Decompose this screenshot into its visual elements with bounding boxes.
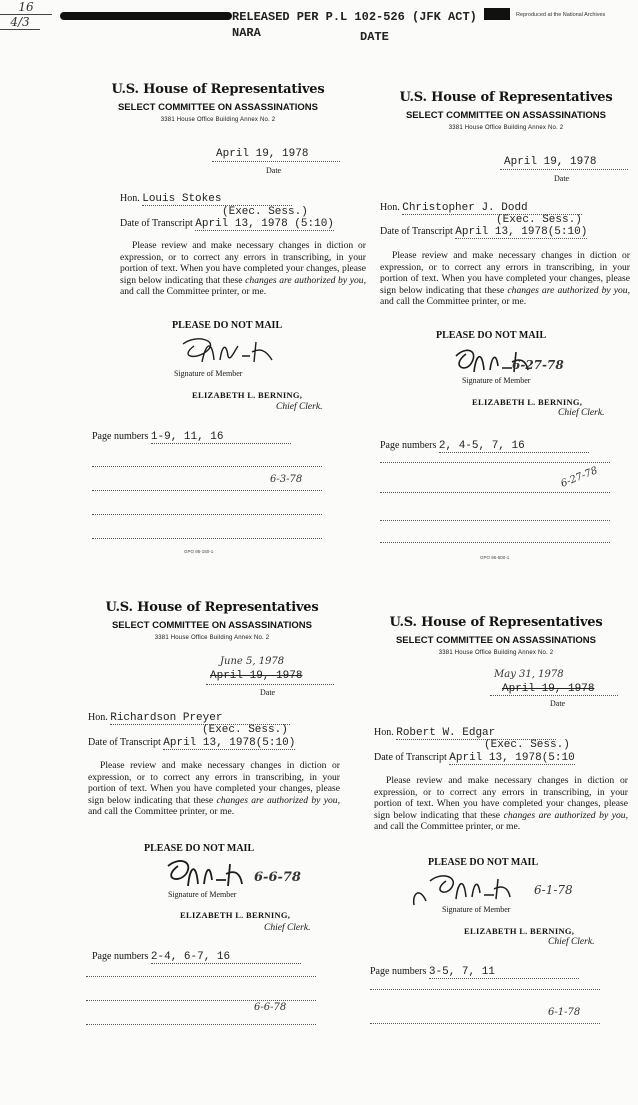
page-numbers-label: Page numbers: [370, 966, 427, 977]
transcript-date: April 13, 1978 (5:10): [195, 218, 334, 230]
page-numbers-label: Page numbers: [92, 951, 149, 962]
member-signature: [130, 854, 270, 894]
instructions: Please review and make necessary changes in diction or expression, or to correct any errors in transcribing, in your portion of text. When you have completed your changes, please sign below indicating that these changes are authorized by you, and call the Committee printer, or me.: [88, 760, 340, 818]
exec-session: (Exec. Sess.): [496, 214, 582, 226]
page-numbers: 3-5, 7, 11: [429, 966, 579, 979]
gpo-code: GPO 95-500-1: [480, 555, 510, 560]
transcript-row: [374, 752, 575, 765]
handwritten-date: 6-3-78: [270, 474, 303, 485]
committee-name: SELECT COMMITTEE ON ASSASSINATIONS: [111, 620, 313, 631]
clerk-name: ELIZABETH L. BERNING,: [472, 397, 583, 407]
transcript-row: [88, 737, 295, 750]
transcript-label: Date of Transcript: [120, 218, 193, 229]
member-signature: [148, 332, 288, 372]
signature-date: 6-1-78: [534, 883, 573, 897]
handwritten-date: 6-1-78: [548, 1007, 581, 1018]
committee-name: SELECT COMMITTEE ON ASSASSINATIONS: [117, 102, 319, 113]
transcript-row: [380, 226, 587, 239]
clerk-name: ELIZABETH L. BERNING,: [192, 390, 303, 400]
blank-line: [86, 976, 316, 977]
instructions: Please review and make necessary changes in diction or expression, or to correct any errors in transcribing, in your portion of text. When you have completed your changes, please sign below indicating that these changes are authorized by you, and call the Committee printer, or me.: [380, 250, 630, 308]
blank-line: [380, 542, 610, 543]
page-numbers: 1-9, 11, 16: [151, 431, 291, 444]
nara-label: NARA: [232, 26, 261, 40]
transcript-date: April 13, 1978(5:10): [163, 737, 296, 749]
transcript-form-stokes: [88, 82, 366, 572]
blank-line: [92, 538, 322, 539]
page-numbers: 2, 4-5, 7, 16: [439, 440, 589, 453]
member-name: Robert W. Edgar: [396, 727, 556, 740]
signature-caption: Signature of Member: [442, 905, 511, 914]
transcript-label: Date of Transcript: [380, 226, 453, 237]
letterhead-title: U.S. House of Representatives: [399, 90, 613, 105]
committee-address: 3381 House Office Building Annex No. 2: [154, 635, 270, 641]
date-caption: Date: [260, 688, 276, 697]
gpo-code: GPO 95-150-1: [184, 549, 214, 554]
hon-label: Hon.: [120, 193, 140, 204]
handwritten-date: 6-6-78: [254, 1002, 287, 1013]
blank-line: [86, 1000, 316, 1001]
signature-caption: Signature of Member: [168, 890, 237, 899]
reproduced-note: Reproduced at the National Archives: [516, 12, 606, 18]
archive-mark: [484, 8, 510, 20]
hon-label: Hon.: [380, 202, 400, 213]
blank-line: [86, 1024, 316, 1025]
date-line: [212, 161, 340, 162]
date-caption: Date: [550, 699, 566, 708]
clerk-title: Chief Clerk.: [548, 937, 595, 947]
hon-label: Hon.: [88, 712, 108, 723]
clerk-name: ELIZABETH L. BERNING,: [180, 910, 291, 920]
clerk-title: Chief Clerk.: [264, 923, 311, 933]
exec-session: (Exec. Sess.): [202, 724, 288, 736]
do-not-mail: PLEASE DO NOT MAIL: [436, 330, 547, 341]
blank-line: [380, 492, 610, 493]
instructions: Please review and make necessary changes in diction or expression, or to correct any errors in transcribing, in your portion of text. When you have completed your changes, please sign below indicating that these changes are authorized by you, and call the Committee printer, or me.: [120, 240, 366, 298]
signature-caption: Signature of Member: [174, 369, 243, 378]
blank-line: [92, 514, 322, 515]
letterhead-title: U.S. House of Representatives: [105, 600, 319, 615]
transcript-date: April 13, 1978(5:10: [449, 752, 575, 764]
transcript-form-preyer: [82, 600, 342, 1090]
redaction-bar: [60, 12, 232, 20]
committee-name: SELECT COMMITTEE ON ASSASSINATIONS: [395, 635, 597, 646]
page-numbers: 2-4, 6-7, 16: [151, 951, 301, 964]
date-caption: Date: [266, 166, 282, 175]
page-numbers-label: Page numbers: [92, 431, 149, 442]
do-not-mail: PLEASE DO NOT MAIL: [428, 857, 539, 868]
transcript-label: Date of Transcript: [88, 737, 161, 748]
clerk-title: Chief Clerk.: [558, 408, 605, 418]
clerk-title: Chief Clerk.: [276, 402, 323, 412]
page-numbers-row: [370, 966, 579, 979]
member-name: Christopher J. Dodd: [402, 202, 582, 215]
page-numbers-row: [92, 431, 291, 444]
nara-value: 16: [0, 0, 52, 15]
page-numbers-row: [92, 951, 301, 964]
date-line: [206, 684, 334, 685]
committee-address: 3381 House Office Building Annex No. 2: [438, 650, 554, 656]
signature-date: 6-6-78: [254, 870, 301, 885]
transcript-row: [120, 218, 334, 231]
form-date: April 19, 1978: [502, 683, 595, 695]
signature-caption: Signature of Member: [462, 376, 531, 385]
page-numbers-label: Page numbers: [380, 440, 437, 451]
do-not-mail: PLEASE DO NOT MAIL: [144, 843, 255, 854]
transcript-label: Date of Transcript: [374, 752, 447, 763]
transcript-form-edgar: [366, 615, 626, 1105]
hon-label: Hon.: [374, 727, 394, 738]
handwritten-date: 6-27-78: [559, 465, 600, 490]
committee-address: 3381 House Office Building Annex No. 2: [448, 125, 564, 131]
form-date: April 19, 1978: [216, 148, 309, 160]
page-numbers-row: [380, 440, 589, 453]
do-not-mail: PLEASE DO NOT MAIL: [172, 320, 283, 331]
transcript-date: April 13, 1978(5:10): [455, 226, 588, 238]
handwritten-form-date: June 5, 1978: [220, 656, 285, 667]
blank-line: [380, 520, 610, 521]
committee-name: SELECT COMMITTEE ON ASSASSINATIONS: [405, 110, 607, 121]
signature-date: 6-27-78: [512, 358, 564, 372]
date-line: [490, 695, 618, 696]
blank-line: [380, 462, 610, 463]
exec-session: (Exec. Sess.): [484, 739, 570, 751]
handwritten-form-date: May 31, 1978: [494, 669, 564, 680]
letterhead-title: U.S. House of Representatives: [111, 82, 325, 97]
blank-line: [370, 1023, 600, 1024]
blank-line: [370, 989, 600, 990]
transcript-form-dodd: [376, 90, 636, 580]
form-date: April 19, 1978: [210, 670, 303, 682]
date-line: [500, 169, 628, 170]
exec-session: (Exec. Sess.): [222, 206, 308, 218]
member-name: Richardson Preyer: [110, 712, 290, 725]
date-label: DATE: [360, 30, 389, 44]
letterhead-title: U.S. House of Representatives: [389, 615, 603, 630]
blank-line: [92, 466, 322, 467]
member-row: [120, 193, 348, 206]
instructions: Please review and make necessary changes in diction or expression, or to correct any errors in transcribing, in your portion of text. When you have completed your changes, please sign below indicating that these changes are authorized by you, and call the Committee printer, or me.: [374, 775, 628, 833]
form-date: April 19, 1978: [504, 156, 597, 168]
member-name: Louis Stokes: [142, 193, 292, 206]
clerk-name: ELIZABETH L. BERNING,: [464, 926, 575, 936]
release-stamp: RELEASED PER P.L 102-526 (JFK ACT): [232, 10, 477, 24]
date-caption: Date: [554, 174, 570, 183]
committee-address: 3381 House Office Building Annex No. 2: [160, 117, 276, 123]
stamp-date-value: 4/3: [0, 15, 40, 30]
blank-line: [92, 490, 322, 491]
member-signature: [406, 869, 546, 909]
